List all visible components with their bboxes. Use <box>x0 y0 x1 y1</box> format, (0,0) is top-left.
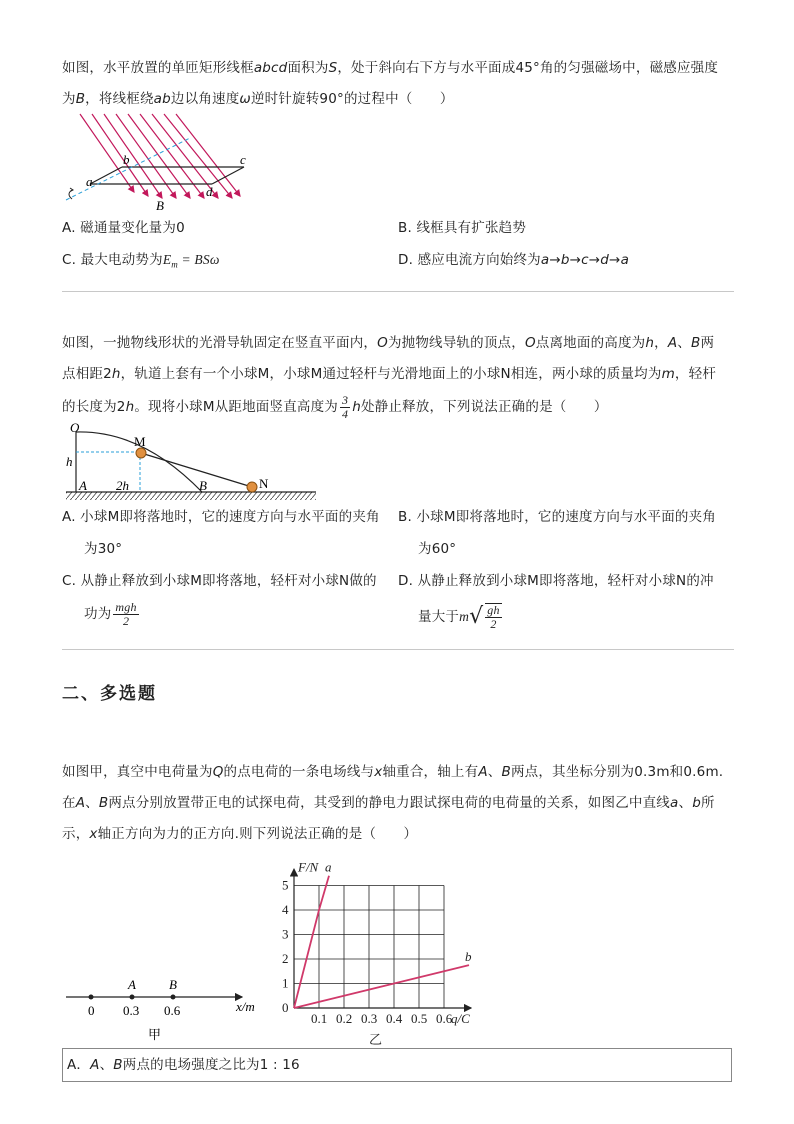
label-point-B: B <box>169 977 177 992</box>
q1-option-c[interactable]: C. 最大电动势为$E_m = BS\omega$ <box>62 252 220 270</box>
q1-stem-line2: 为B，将线框绕ab边以角速度ω逆时针旋转90°的过程中（ ） <box>62 91 454 107</box>
q2-stem-line3: 的长度为2h。现将小球M从距地面竖直高度为 $\frac{3}{4}$ h处静止释放，下列说法正确的是（ ） <box>62 392 608 421</box>
q3-option-a[interactable]: A．A、B两点的电场强度之比为1 : 16 <box>67 1057 300 1073</box>
y-tick-label: 4 <box>282 902 289 917</box>
point-B <box>171 995 176 1000</box>
q1-option-b[interactable]: B. 线框具有扩张趋势 <box>398 220 527 236</box>
x-tick-label: 0.2 <box>336 1011 353 1026</box>
series-label-b: b <box>465 949 472 965</box>
q2-option-a[interactable]: A. 小球M即将落地时，它的速度方向与水平面的夹角 <box>62 509 380 525</box>
y-tick-label: 1 <box>282 975 289 991</box>
series-line-a <box>294 876 329 1008</box>
q2-figure <box>62 420 322 504</box>
y-tick-label: 5 <box>282 877 289 893</box>
label-h: h <box>66 454 73 469</box>
q3-chart-yi <box>276 848 506 1046</box>
q3-stem-line3: 示，x轴正方向为力的正方向.则下列说法正确的是（ ） <box>62 826 418 842</box>
series-line-b <box>294 965 469 1008</box>
q3-stem-line1: 如图甲，真空中电荷量为Q的点电荷的一条电场线与x轴重合，轴上有A、B两点，其坐标分别为0.3m和0.6m. <box>62 764 724 780</box>
caption-jia: 甲 <box>148 1027 162 1042</box>
x-tick-label: 0.1 <box>311 1011 328 1026</box>
label-d: d <box>206 184 213 199</box>
tick-label-0.6: 0.6 <box>164 1003 181 1018</box>
label-B: B <box>156 198 164 213</box>
q2-option-d-cont: 量大于m√ $\frac{gh}{2}$ <box>418 603 500 631</box>
tick-label-0.3: 0.3 <box>123 1003 140 1018</box>
label-N: N <box>259 476 269 491</box>
q2-option-c-cont: 功为 $\frac{\text{mgh}}{2}$ <box>84 599 137 628</box>
tick-label-0: 0 <box>88 1003 95 1018</box>
q2-option-c[interactable]: C. 从静止释放到小球M即将落地，轻杆对小球N做的 <box>62 573 377 589</box>
q2-option-a-cont: 为30° <box>84 541 123 557</box>
q1-stem-line1: 如图，水平放置的单匝矩形线框abcd面积为S，处于斜向右下方与水平面成45°角的匀强磁场中，磁感应强度 <box>62 60 719 76</box>
divider <box>62 291 734 292</box>
label-b: b <box>123 152 130 167</box>
q3-figure-jia <box>62 975 272 1047</box>
q2-option-b-cont: 为60° <box>418 541 457 557</box>
q2-option-b[interactable]: B. 小球M即将落地时，它的速度方向与水平面的夹角 <box>398 509 716 525</box>
q1-option-d[interactable]: D. 感应电流方向始终为a→b→c→d→a <box>398 252 630 268</box>
point-A <box>130 995 135 1000</box>
magnetic-field-lines <box>80 114 240 198</box>
q2-stem-line1: 如图，一抛物线形状的光滑导轨固定在竖直平面内，O为抛物线导轨的顶点，O点离地面的高度为h，A、B两 <box>62 335 715 351</box>
q2-option-d[interactable]: D. 从静止释放到小球M即将落地，轻杆对小球N的冲 <box>398 573 714 589</box>
divider <box>62 649 734 650</box>
label-M: M <box>134 434 146 449</box>
label-c: c <box>240 152 246 167</box>
origin-label: 0 <box>282 1000 289 1015</box>
label-O: O <box>70 420 80 435</box>
label-A: A <box>79 478 87 493</box>
fraction-gh-2: $\frac{gh}{2}$ <box>487 603 500 631</box>
q1-option-a[interactable]: A. 磁通量变化量为0 <box>62 220 185 236</box>
axis-label-x: x/m <box>236 999 255 1014</box>
fraction-mgh-2: $\frac{\text{mgh}}{2}$ <box>115 599 137 628</box>
label-2h: 2h <box>116 478 129 493</box>
section-title: 二、多选题 <box>62 684 157 704</box>
coil-frame <box>90 167 244 184</box>
light-rod <box>141 453 252 487</box>
q3-stem-line2: 在A、B两点分别放置带正电的试探电荷，其受到的静电力跟试探电荷的电荷量的关系，如图乙中直线a、b所 <box>62 795 715 811</box>
chart-title: 乙 <box>369 1032 383 1046</box>
ball-M <box>136 448 146 458</box>
label-B: B <box>199 478 207 493</box>
label-a: a <box>86 174 93 189</box>
q1-figure <box>62 112 262 214</box>
ball-N <box>247 482 257 492</box>
ground-hatch <box>66 492 316 500</box>
x-tick-label: 0.5 <box>411 1011 428 1026</box>
series-label-a: a <box>325 859 332 875</box>
y-tick-label: 3 <box>282 926 289 942</box>
x-tick-label: 0.6 <box>436 1011 453 1026</box>
point-origin <box>89 995 94 1000</box>
y-tick-label: 2 <box>282 951 289 966</box>
x-tick-label: 0.4 <box>386 1011 403 1026</box>
y-axis-label: F/N <box>298 859 319 875</box>
label-point-A: A <box>128 977 136 992</box>
q3-option-a-box[interactable] <box>62 1048 732 1082</box>
x-tick-label: 0.3 <box>361 1011 378 1026</box>
sqrt-sign: √ <box>469 604 484 629</box>
q2-stem-line2: 点相距2h，轨道上套有一个小球M，小球M通过轻杆与光滑地面上的小球N相连，两小球的质量均为m，轻杆 <box>62 366 717 382</box>
fraction-3-4: $\frac{3}{4}$ <box>342 392 349 421</box>
x-axis-label: q/C <box>451 1011 470 1026</box>
